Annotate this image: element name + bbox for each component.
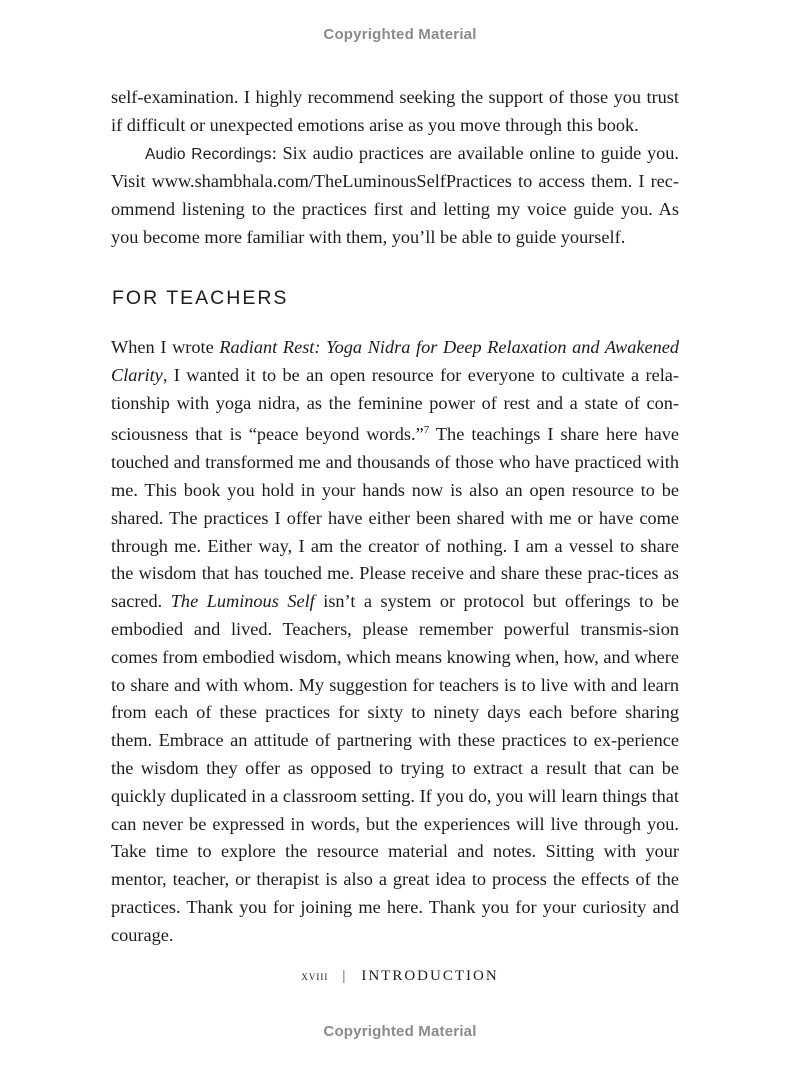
footer-separator: |: [342, 968, 348, 984]
running-section-title: INTRODUCTION: [361, 968, 499, 984]
text-block-upper: [111, 84, 679, 252]
para-mid2: The teachings I share here have touched and transformed me and thousands of those who have practiced with me. This book you hold in your hands now is also an open resource to be shared. The practices I offer have either been shared with me or have come through me. Either way, I am the creator of nothing. I am a vessel to share the wisdom that has touched me. Please receive and share these prac-tices as sacred.: [111, 424, 679, 612]
audio-recordings-text: : Six audio practices are available online to guide you. Visit www.shambhala.com/TheLuminousSelfPractices to access them. I rec-ommend listening to the practices first and letting my voice guide you. As you become more familiar with them, you’ll be able to guide yourself.: [111, 142, 679, 247]
page-footer: [0, 968, 800, 985]
para-mid1: , I wanted it to be an open resource for everyone to cultivate a rela-tionship with yoga nidra, as the feminine power of rest and a state of con-sciousness that is “peace beyond words.”: [111, 364, 679, 445]
copyright-watermark-top: Copyrighted Material: [323, 26, 477, 43]
paragraph-for-teachers: [111, 334, 679, 950]
text-block-teachers: [111, 334, 679, 950]
audio-recordings-label: Audio Recordings: [145, 145, 272, 163]
book-title-luminous-self: The Luminous Self: [170, 591, 315, 612]
book-title-radiant-rest: Radiant Rest: Yoga Nidra for Deep Relaxation and Awakened Clarity: [111, 337, 679, 385]
copyright-watermark-bottom: Copyrighted Material: [323, 1023, 477, 1040]
section-heading: FOR TEACHERS: [112, 287, 289, 309]
footnote-marker: 7: [423, 424, 430, 437]
paragraph-audio-recordings: [111, 140, 679, 252]
para-lead: When I wrote: [111, 337, 220, 357]
paragraph-self-examination: self-examination. I highly recommend seeking the support of those you trust if difficult or unexpected emotions arise as you move through this book.: [111, 87, 679, 135]
para-rest: isn’t a system or protocol but offerings to be embodied and lived. Teachers, please remember powerful transmis-sion comes from embodied wisdom, which means knowing when, how, and where to share and with whom. My suggestion for teachers is to live with and learn from each of these practices for sixty to ninety days each before sharing them. Embrace an attitude of partnering with these practices to ex-perience the wisdom they offer as opposed to trying to extract a result that can be quickly duplicated in a classroom setting. If you do, you will learn things that can never be expressed in words, but the experiences will live through you. Take time to explore the resource material and notes. Sitting with your mentor, teacher, or therapist is also a great idea to process the effects of the practices. Thank you for joining me here. Thank you for your curiosity and courage.: [111, 591, 679, 945]
page-number: xviii: [301, 968, 329, 983]
